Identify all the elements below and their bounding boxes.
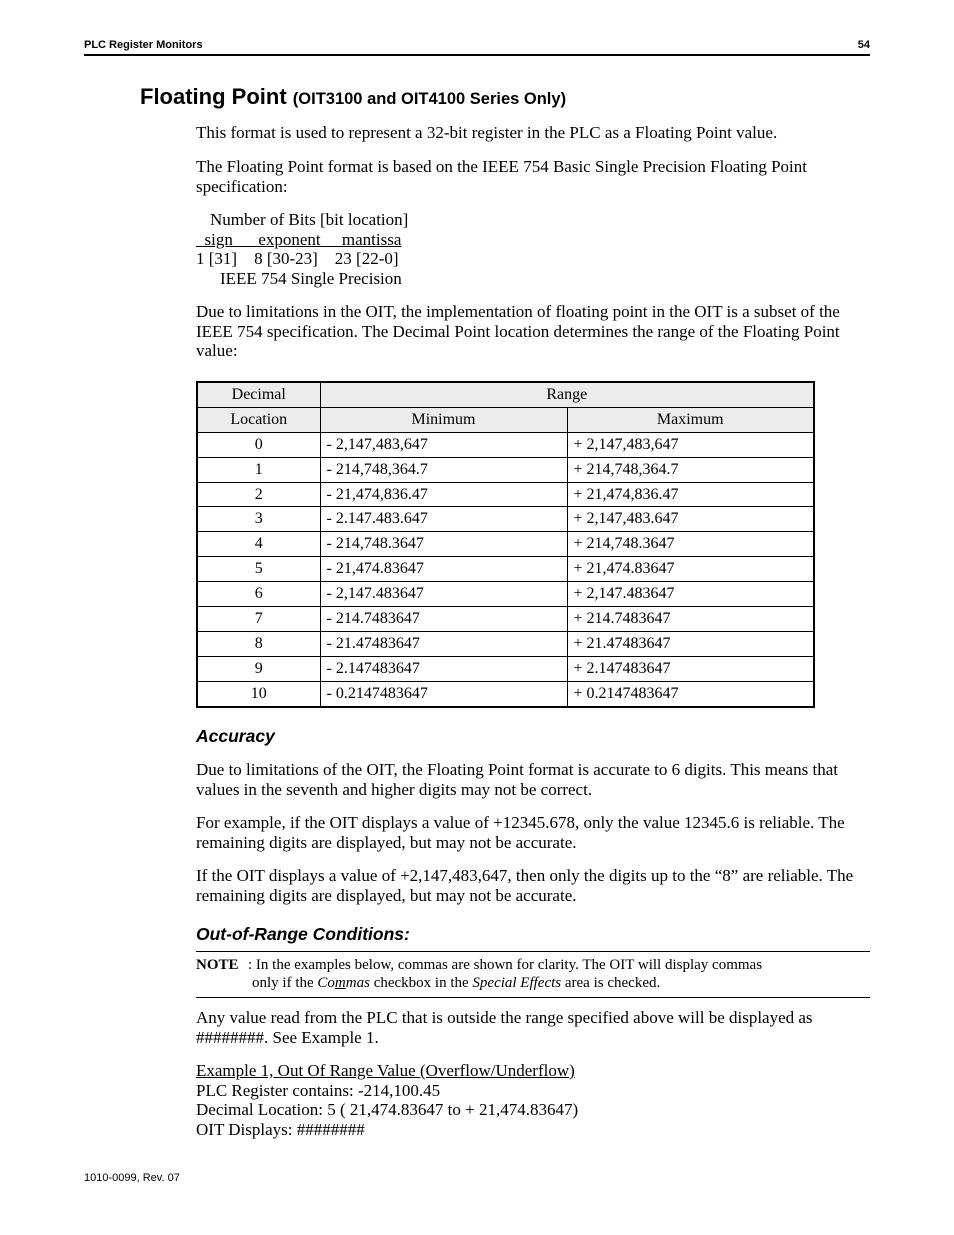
cell-location: 2: [197, 482, 320, 507]
cell-location: 8: [197, 631, 320, 656]
bits-figure-values: 1 [31] 8 [30-23] 23 [22-0]: [196, 249, 399, 268]
cell-location: 6: [197, 582, 320, 607]
cell-minimum: - 214.7483647: [320, 607, 567, 632]
cell-maximum: + 21,474,836.47: [567, 482, 814, 507]
cell-location: 5: [197, 557, 320, 582]
note-commas-a: Co: [317, 975, 335, 991]
example-line-1: PLC Register contains: -214,100.45: [196, 1080, 441, 1100]
section-title-main: Floating Point: [140, 84, 287, 109]
accuracy-paragraph-1: Due to limitations of the OIT, the Floating Point format is accurate to 6 digits. This means that values in the seventh and higher digits may not be correct.: [196, 760, 838, 799]
cell-minimum: - 21.47483647: [320, 631, 567, 656]
note-text-b: checkbox in the: [369, 975, 473, 991]
limits-paragraph: Due to limitations in the OIT, the implementation of floating point in the OIT is a subset of the IEEE 754 specification. The Decimal Point location determines the range of the Floating Point value:: [196, 302, 840, 360]
table-row: [197, 507, 814, 532]
table-row: [197, 532, 814, 557]
cell-location: 7: [197, 607, 320, 632]
cell-location: 0: [197, 432, 320, 457]
bits-figure: [196, 210, 408, 288]
section-title: [140, 84, 566, 110]
table-row: [197, 557, 814, 582]
header-page-number: 54: [857, 39, 870, 51]
cell-location: 4: [197, 532, 320, 557]
note-commas-b: m: [334, 975, 346, 991]
cell-location: 9: [197, 656, 320, 681]
bits-figure-columns: sign exponent mantissa: [196, 229, 402, 249]
table-row: [197, 607, 814, 632]
cell-maximum: + 21,474.83647: [567, 557, 814, 582]
cell-location: 3: [197, 507, 320, 532]
cell-maximum: + 2,147.483647: [567, 582, 814, 607]
cell-maximum: + 214,748.3647: [567, 532, 814, 557]
cell-minimum: - 2,147,483,647: [320, 432, 567, 457]
note-text-c: area is checked.: [561, 975, 661, 991]
header-maximum: Maximum: [567, 407, 814, 432]
table-header-row: [197, 382, 814, 407]
section-title-sub: (OIT3100 and OIT4100 Series Only): [292, 90, 567, 108]
page-header: [84, 38, 870, 56]
header-decimal: Decimal: [197, 382, 320, 407]
note-special-effects: Special Effects: [472, 975, 562, 991]
header-location: Location: [197, 407, 320, 432]
table-row: [197, 681, 814, 706]
table-row: [197, 432, 814, 457]
note-box: [196, 951, 870, 998]
page-footer: 1010-0099, Rev. 07: [84, 1172, 180, 1184]
table-row: [197, 482, 814, 507]
cell-minimum: - 214,748.3647: [320, 532, 567, 557]
cell-maximum: + 0.2147483647: [567, 681, 814, 706]
cell-maximum: + 2.147483647: [567, 656, 814, 681]
table-row: [197, 656, 814, 681]
cell-minimum: - 21,474,836.47: [320, 482, 567, 507]
example-block: [196, 1061, 872, 1139]
intro-paragraph-1: This format is used to represent a 32-bit register in the PLC as a Floating Point value.: [196, 123, 778, 142]
cell-minimum: - 0.2147483647: [320, 681, 567, 706]
header-range: Range: [320, 382, 814, 407]
intro-paragraph-2: The Floating Point format is based on the IEEE 754 Basic Single Precision Floating Point specification:: [196, 157, 807, 196]
cell-maximum: + 2,147,483.647: [567, 507, 814, 532]
cell-minimum: - 2.147.483.647: [320, 507, 567, 532]
accuracy-heading: Accuracy: [196, 726, 275, 746]
table-row: [197, 582, 814, 607]
note-label: NOTE: [196, 957, 239, 973]
out-of-range-paragraph: Any value read from the PLC that is outside the range specified above will be displayed as ########. See Example 1.: [196, 1008, 813, 1047]
table-row: [197, 631, 814, 656]
cell-maximum: + 214,748,364.7: [567, 457, 814, 482]
cell-minimum: - 214,748,364.7: [320, 457, 567, 482]
note-line-1: : In the examples below, commas are shown for clarity. The OIT will display commas: [248, 957, 763, 973]
bits-figure-heading: Number of Bits [bit location]: [210, 210, 409, 229]
cell-minimum: - 2.147483647: [320, 656, 567, 681]
note-commas-c: mas: [345, 975, 370, 991]
note-line-2: [252, 974, 660, 992]
cell-maximum: + 214.7483647: [567, 607, 814, 632]
bits-figure-caption: IEEE 754 Single Precision: [220, 268, 402, 288]
cell-maximum: + 2,147,483,647: [567, 432, 814, 457]
cell-location: 1: [197, 457, 320, 482]
cell-minimum: - 21,474.83647: [320, 557, 567, 582]
out-of-range-heading: Out-of-Range Conditions:: [196, 924, 410, 944]
example-title: Example 1, Out Of Range Value (Overflow/Underflow): [196, 1061, 575, 1080]
header-section-title: PLC Register Monitors: [84, 39, 203, 51]
cell-maximum: + 21.47483647: [567, 631, 814, 656]
range-table: [196, 381, 815, 708]
accuracy-paragraph-2: For example, if the OIT displays a value of +12345.678, only the value 12345.6 is reliable. The remaining digits are displayed, but may not be accurate.: [196, 813, 845, 852]
example-line-3: OIT Displays: ########: [196, 1119, 365, 1139]
cell-location: 10: [197, 681, 320, 706]
header-minimum: Minimum: [320, 407, 567, 432]
table-row: [197, 457, 814, 482]
table-header-row: [197, 407, 814, 432]
example-line-2: Decimal Location: 5 ( 21,474.83647 to + 21,474.83647): [196, 1100, 579, 1119]
note-text-a: only if the: [252, 975, 318, 991]
cell-minimum: - 2,147.483647: [320, 582, 567, 607]
accuracy-paragraph-3: If the OIT displays a value of +2,147,483,647, then only the digits up to the “8” are reliable. The remaining digits are displayed, but may not be accurate.: [196, 866, 854, 905]
